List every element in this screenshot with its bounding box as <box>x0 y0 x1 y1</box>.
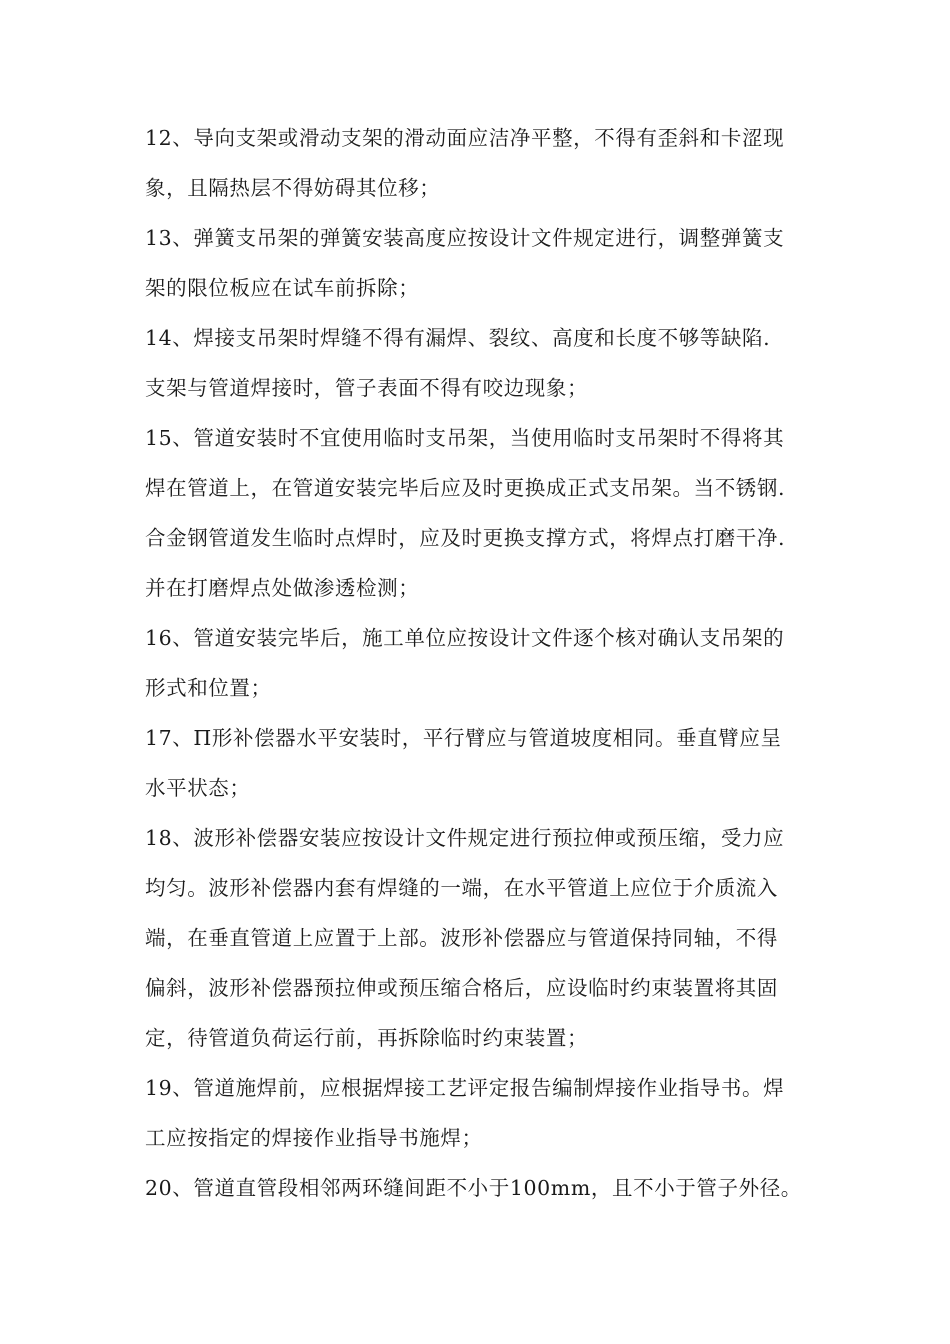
text-line-14: 水平状态； <box>145 776 251 800</box>
text-line-18: 偏斜，波形补偿器预拉伸或预压缩合格后，应设临时约束装置将其固 <box>145 976 778 1000</box>
text-line-11: 16、管道安装完毕后，施工单位应按设计文件逐个核对确认支吊架的 <box>145 626 785 650</box>
text-line-17: 端，在垂直管道上应置于上部。波形补偿器应与管道保持同轴，不得 <box>145 926 778 950</box>
document-body <box>145 113 815 1213</box>
text-line-21: 工应按指定的焊接作业指导书施焊； <box>145 1126 483 1150</box>
text-line-10: 并在打磨焊点处做渗透检测； <box>145 576 420 600</box>
text-line-5: 14、焊接支吊架时焊缝不得有漏焊、裂纹、高度和长度不够等缺陷. <box>145 326 771 350</box>
text-line-22: 20、管道直管段相邻两环缝间距不小于100mm，且不小于管子外径。 <box>145 1176 802 1200</box>
text-line-1: 12、导向支架或滑动支架的滑动面应洁净平整，不得有歪斜和卡涩现 <box>145 126 785 150</box>
text-line-6: 支架与管道焊接时，管子表面不得有咬边现象； <box>145 376 589 400</box>
text-line-2: 象，且隔热层不得妨碍其位移； <box>145 176 441 200</box>
text-line-16: 均匀。波形补偿器内套有焊缝的一端，在水平管道上应位于介质流入 <box>145 876 778 900</box>
text-line-12: 形式和位置； <box>145 676 272 700</box>
text-line-3: 13、弹簧支吊架的弹簧安装高度应按设计文件规定进行，调整弹簧支 <box>145 226 785 250</box>
text-line-4: 架的限位板应在试车前拆除； <box>145 276 420 300</box>
text-line-7: 15、管道安装时不宜使用临时支吊架，当使用临时支吊架时不得将其 <box>145 426 785 450</box>
text-line-9: 合金钢管道发生临时点焊时，应及时更换支撑方式，将焊点打磨干净. <box>145 526 786 550</box>
text-line-19: 定，待管道负荷运行前，再拆除临时约束装置； <box>145 1026 589 1050</box>
text-line-20: 19、管道施焊前，应根据焊接工艺评定报告编制焊接作业指导书。焊 <box>145 1076 785 1100</box>
text-line-8: 焊在管道上，在管道安装完毕后应及时更换成正式支吊架。当不锈钢. <box>145 476 786 500</box>
text-line-13: 17、Π形补偿器水平安装时，平行臂应与管道坡度相同。垂直臂应呈 <box>145 726 782 750</box>
text-line-15: 18、波形补偿器安装应按设计文件规定进行预拉伸或预压缩，受力应 <box>145 826 785 850</box>
